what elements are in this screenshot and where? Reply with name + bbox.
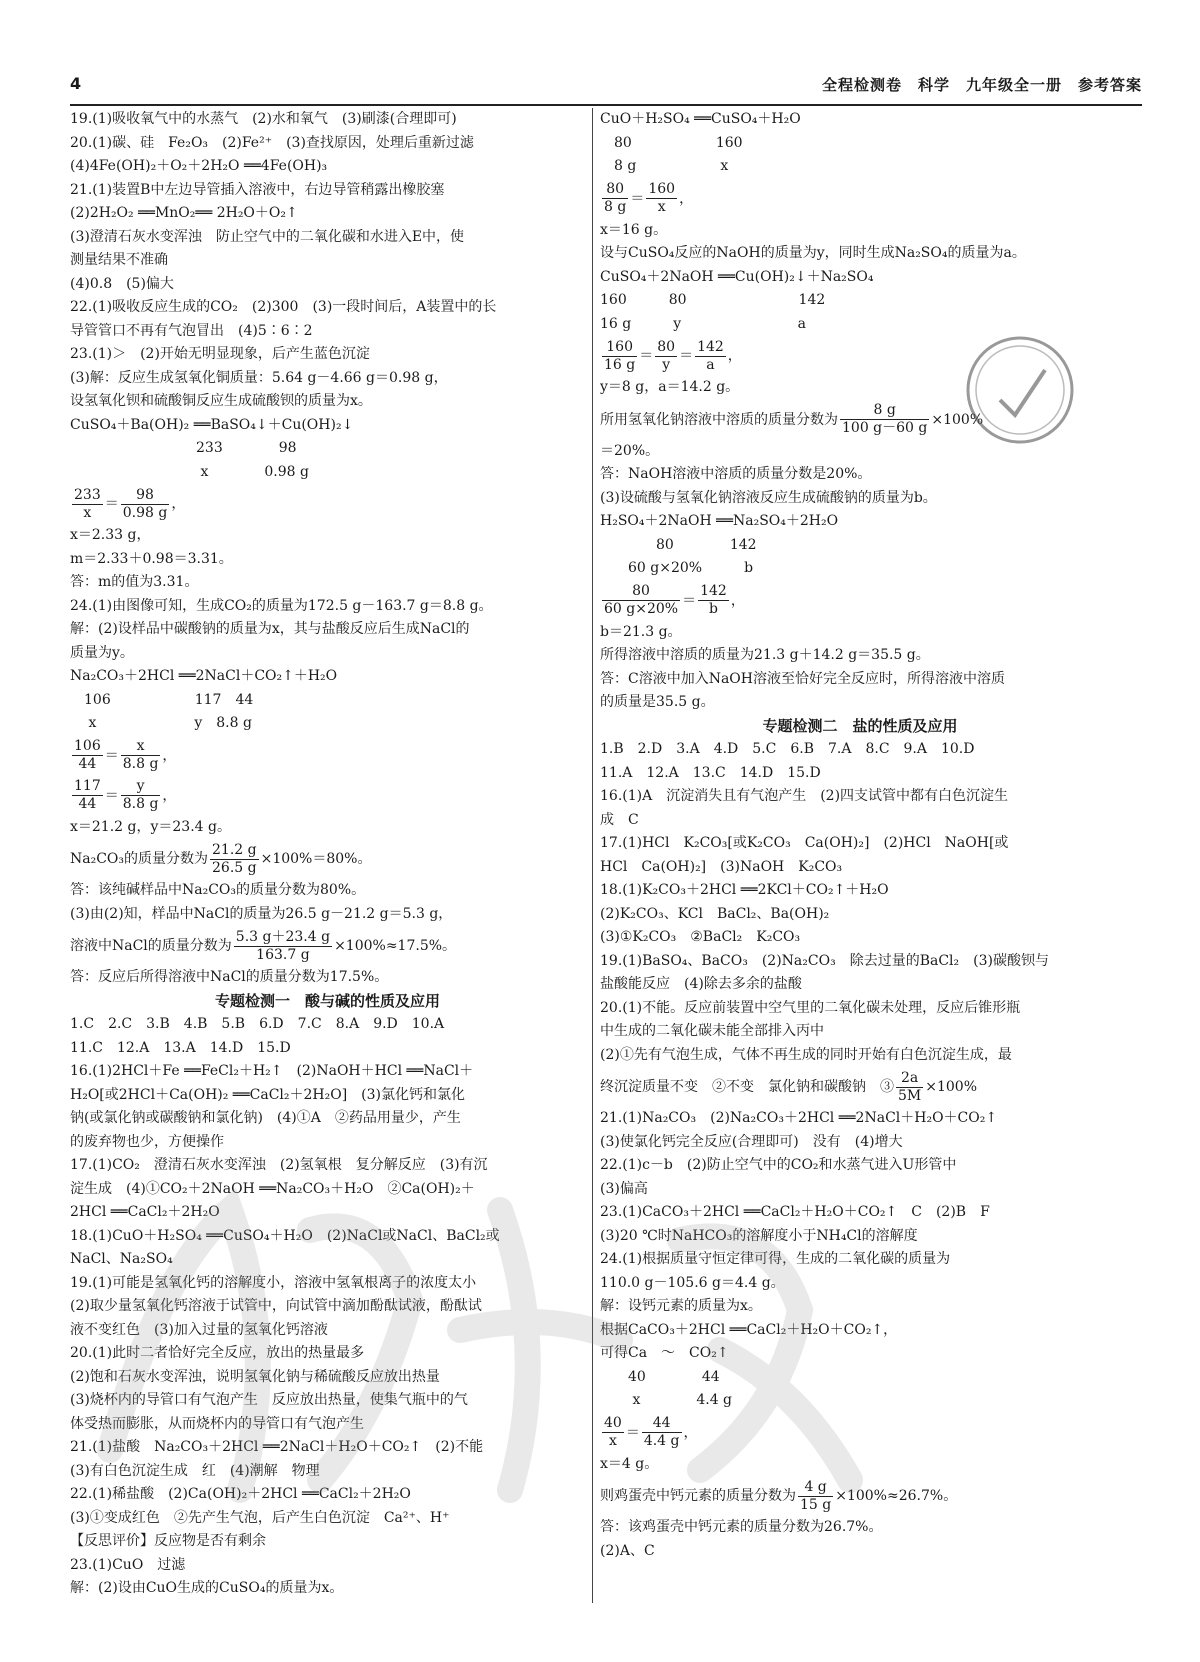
equation-line: 可得Ca ～ CO₂↑ (600, 1345, 729, 1361)
equation-line: 233 98 (70, 440, 297, 456)
homework-stamp-icon (960, 330, 1080, 450)
answer-line: (2)取少量氢氧化钙溶液于试管中，向试管中滴加酚酞试液，酚酞试 (70, 1298, 482, 1314)
answer-line: (2)饱和石灰水变浑浊，说明氢氧化钠与稀硫酸反应放出热量 (70, 1368, 440, 1385)
answer-line: 钠(或氯化钠或碳酸钠和氯化钠) (4)①A ②药品用量少，产生 (70, 1110, 461, 1126)
equation-line: 60 g×20% b (600, 560, 754, 576)
answer-line: 解：设钙元素的质量为x。 (600, 1298, 762, 1314)
answer-line: (2)①先有气泡生成，气体不再生成的同时开始有白色沉淀生成，最 (600, 1046, 1012, 1063)
fraction: $\frac{44}{4.4 g}$ (643, 1415, 680, 1449)
fraction: $\frac{21.2 g}{26.5 g}$ (212, 841, 257, 876)
equation-line: 8 g x (600, 158, 729, 174)
fraction: $\frac{233}{x}$ (74, 486, 101, 521)
answer-line: 1.C 2.C 3.B 4.B 5.B 6.D 7.C 8.A 9.D 10.A (70, 1016, 445, 1032)
fraction: $\frac{80}{8 g}$ (604, 181, 627, 215)
fraction: $\frac{y}{8.8 g}$ (122, 778, 159, 812)
answer-line: 液不变红色 (3)加入过量的氢氧化钙溶液 (70, 1321, 328, 1338)
answer-line: H₂O[或2HCl＋Ca(OH)₂ ══CaCl₂＋2H₂O] (3)氯化钙和氯化 (70, 1086, 466, 1103)
answer-line: 22.(1)c－b (2)防止空气中的CO₂和水蒸气进入U形管中 (600, 1157, 957, 1173)
proportion-line: $\frac{80}{8 g}$ ＝ $\frac{160}{x}$ ， (604, 181, 694, 215)
answer-line: 23.(1)CuO 过滤 (70, 1556, 186, 1573)
answer-line: 答：C溶液中加入NaOH溶液至恰好完全反应时，所得溶液中溶质 (600, 670, 1005, 687)
watermark-graphic (80, 1150, 880, 1530)
answer-line: m＝2.33＋0.98＝3.31。 (70, 550, 233, 567)
answer-line: 11.C 12.A 13.A 14.D 15.D (70, 1039, 291, 1056)
answer-line: (2)A、C (600, 1542, 655, 1559)
proportion-line: $\frac{106}{44}$ ＝ $\frac{x}{8.8 g}$ ， (74, 738, 177, 772)
equation-line: 16 g y a (600, 315, 806, 332)
answer-line: (3)偏高 (600, 1180, 648, 1197)
answer-line: 21.(1)盐酸 Na₂CO₃＋2HCl ══2NaCl＋H₂O＋CO₂↑ (2)不能 (70, 1439, 484, 1455)
answer-line: 20.(1)不能。反应前装置中空气里的二氧化碳未处理，反应后锥形瓶 (600, 999, 1021, 1016)
answer-line: (3)解：反应生成氢氧化铜质量：5.64 g－4.66 g＝0.98 g， (70, 369, 448, 386)
answer-line: 21.(1)Na₂CO₃ (2)Na₂CO₃＋2HCl ══2NaCl＋H₂O＋CO₂↑ (600, 1110, 998, 1126)
equation-line: CuO＋H₂SO₄ ══CuSO₄＋H₂O (600, 111, 801, 127)
answer-line: 解：(2)设样品中碳酸钠的质量为x，其与盐酸反应后生成NaCl的 (70, 621, 470, 637)
answer-line: (3)①K₂CO₃ ②BaCl₂ K₂CO₃ (600, 929, 801, 945)
page-number: 4 (70, 74, 82, 93)
answer-line: 24.(1)根据质量守恒定律可得，生成的二氧化碳的质量为 (600, 1251, 951, 1267)
fraction: $\frac{80}{y}$ (657, 338, 676, 373)
answer-line: ＝20%。 (600, 442, 660, 459)
fraction: $\frac{8 g}{100 g-60 g}$ (842, 402, 928, 436)
answer-line: (3)澄清石灰水变浑浊 防止空气中的二氧化碳和水进入E中，使 (70, 228, 465, 245)
fraction: $\frac{40}{x}$ (604, 1415, 622, 1449)
fraction: $\frac{2a}{5M}$ (898, 1069, 922, 1104)
answer-line: (3)①变成红色 ②先产生气泡，后产生白色沉淀 Ca²⁺、H⁺ (70, 1509, 450, 1526)
answer-line: 19.(1)吸收氧气中的水蒸气 (2)水和氧气 (3)刷漆(合理即可) (70, 111, 457, 127)
fraction: $\frac{80}{60 g\times 20\%}$ (604, 583, 679, 617)
answer-line: x＝16 g。 (600, 221, 668, 238)
answer-line: b＝21.3 g。 (600, 623, 682, 640)
answer-line: 11.A 12.A 13.C 14.D 15.D (600, 764, 821, 781)
equation-line: x 0.98 g (70, 463, 309, 480)
fraction: $\frac{142}{b}$ (700, 583, 727, 617)
answer-line: y＝8 g，a＝14.2 g。 (600, 379, 740, 395)
answer-line: 根据CaCO₃＋2HCl ══CaCl₂＋H₂O＋CO₂↑， (600, 1321, 898, 1338)
answer-line: 成 C (600, 811, 639, 828)
fraction: $\frac{x}{8.8 g}$ (122, 738, 159, 772)
answer-line: 21.(1)装置B中左边导管插入溶液中，右边导管稍露出橡胶塞 (70, 181, 445, 198)
equation-line: CuSO₄＋Ba(OH)₂ ══BaSO₄↓＋Cu(OH)₂↓ (70, 416, 354, 433)
answer-line: 中生成的二氧化碳未能全部排入丙中 (600, 1023, 824, 1039)
answer-line: (3)由(2)知，样品中NaCl的质量为26.5 g－21.2 g＝5.3 g， (70, 905, 453, 922)
answer-line: 22.(1)吸收反应生成的CO₂ (2)300 (3)一段时间后，A装置中的长 (70, 299, 497, 315)
answer-line: 答：反应后所得溶液中NaCl的质量分数为17.5%。 (70, 969, 389, 985)
proportion-line: $\frac{80}{60 g\times 20\%}$ ＝ $\frac{142}{b}$ ， (604, 583, 745, 617)
page-header (70, 70, 1142, 106)
proportion-line: $\frac{117}{44}$ ＝ $\frac{y}{8.8 g}$ ， (74, 778, 177, 812)
answer-line: 的质量是35.5 g。 (600, 694, 715, 710)
answer-line: x＝4 g。 (600, 1455, 659, 1472)
answer-line: 20.(1)此时二者恰好完全反应，放出的热量最多 (70, 1345, 365, 1361)
answer-line: 体受热而膨胀，从而烧杯内的导管口有气泡产生 (70, 1415, 364, 1432)
equation-line: 160 80 142 (600, 292, 826, 308)
answer-line: (3)使氯化钙完全反应(合理即可) 没有 (4)增大 (600, 1133, 903, 1150)
answer-line: (3)20 ℃时NaHCO₃的溶解度小于NH₄Cl的溶解度 (600, 1227, 918, 1244)
answer-line: 的废弃物也少，方便操作 (70, 1133, 224, 1150)
equation-line: CuSO₄＋2NaOH ══Cu(OH)₂↓＋Na₂SO₄ (600, 268, 874, 285)
proportion-line: $\frac{233}{x}$ ＝ $\frac{98}{0.98 g}$ ， (74, 486, 186, 521)
answer-line: 所得溶液中溶质的质量为21.3 g＋14.2 g＝35.5 g。 (600, 647, 930, 663)
answer-line: 110.0 g－105.6 g＝4.4 g。 (600, 1274, 785, 1291)
answer-line: 1.B 2.D 3.A 4.D 5.C 6.B 7.A 8.C 9.A 10.D (600, 741, 975, 757)
equation-line: 106 117 44 (70, 691, 254, 708)
answer-line: 19.(1)BaSO₄、BaCO₃ (2)Na₂CO₃ 除去过量的BaCl₂ (3)碳酸钡与 (600, 952, 1049, 969)
fraction: $\frac{117}{44}$ (74, 778, 101, 812)
equation-line: 40 44 (600, 1368, 720, 1385)
proportion-line: $\frac{160}{16 g}$ ＝ $\frac{80}{y}$ ＝ $\frac{142}{a}$ ， (604, 338, 742, 373)
answer-line: 16.(1)A 沉淀消失且有气泡产生 (2)四支试管中都有白色沉淀生 (600, 788, 1009, 804)
fraction: $\frac{5.3 g+23.4 g}{163.7 g}$ (235, 928, 331, 963)
equation-line: H₂SO₄＋2NaOH ══Na₂SO₄＋2H₂O (600, 513, 839, 529)
percentage-line: 则鸡蛋壳中钙元素的质量分数为 $\frac{4 g}{15 g}$ ×100%≈26.7%。 (600, 1478, 958, 1513)
fraction: $\frac{142}{a}$ (697, 338, 724, 373)
answer-line: (3)有白色沉淀生成 红 (4)潮解 物理 (70, 1462, 320, 1479)
percentage-line: 所用氢氧化钠溶液中溶质的质量分数为 $\frac{8 g}{100 g-60 g}$ ×100% (600, 402, 984, 436)
answer-line: (2)K₂CO₃、KCl BaCl₂、Ba(OH)₂ (600, 905, 830, 922)
section-title: 专题检测二 盐的性质及应用 (762, 716, 958, 735)
header-title: 全程检测卷 科学 九年级全一册 参考答案 (821, 76, 1142, 94)
equation-line: x 4.4 g (600, 1392, 733, 1408)
fraction: $\frac{4 g}{15 g}$ (800, 1478, 832, 1513)
answer-line: NaCl、Na₂SO₄ (70, 1251, 173, 1267)
proportion-line: $\frac{40}{x}$ ＝ $\frac{44}{4.4 g}$ ， (604, 1415, 698, 1449)
section-title: 专题检测一 酸与碱的性质及应用 (214, 991, 440, 1010)
answer-line: 答：该鸡蛋壳中钙元素的质量分数为26.7%。 (600, 1519, 883, 1535)
percentage-line: 溶液中NaCl的质量分数为 $\frac{5.3 g+23.4 g}{163.7 g}$ ×100%≈17.5%。 (70, 928, 457, 963)
answer-line: 20.(1)碳、硅 Fe₂O₃ (2)Fe²⁺ (3)查找原因，处理后重新过滤 (70, 134, 474, 151)
answer-line: 【反思评价】反应物是否有剩余 (70, 1533, 266, 1549)
answer-line: 19.(1)可能是氢氧化钙的溶解度小，溶液中氢氧根离子的浓度太小 (70, 1274, 477, 1291)
answer-line: 17.(1)CO₂ 澄清石灰水变浑浊 (2)氢氧根 复分解反应 (3)有沉 (70, 1157, 488, 1173)
answer-line: x＝21.2 g，y＝23.4 g。 (70, 818, 231, 835)
answer-line: 18.(1)K₂CO₃＋2HCl ══2KCl＋CO₂↑＋H₂O (600, 882, 889, 898)
answer-line: 18.(1)CuO＋H₂SO₄ ══CuSO₄＋H₂O (2)NaCl或NaCl、BaCl₂或 (70, 1227, 500, 1244)
percentage-line: 终沉淀质量不变 ②不变 氯化钠和碳酸钠 ③ $\frac{2a}{5M}$ ×100% (600, 1069, 978, 1104)
answer-line: 解：(2)设由CuO生成的CuSO₄的质量为x。 (70, 1580, 344, 1596)
answer-line: (3)设硫酸与氢氧化钠溶液反应生成硫酸钠的质量为b。 (600, 489, 937, 506)
fraction: $\frac{106}{44}$ (74, 738, 101, 772)
answer-line: 2HCl ══CaCl₂＋2H₂O (70, 1204, 220, 1220)
answer-line: (4)0.8 (5)偏大 (70, 275, 174, 292)
answer-line: 测量结果不准确 (70, 252, 168, 268)
answer-line: 22.(1)稀盐酸 (2)Ca(OH)₂＋2HCl ══CaCl₂＋2H₂O (70, 1486, 411, 1502)
answer-line: 盐酸能反应 (4)除去多余的盐酸 (600, 976, 802, 992)
fraction: $\frac{160}{x}$ (648, 181, 676, 215)
answer-line: (3)烧杯内的导管口有气泡产生 反应放出热量，使集气瓶中的气 (70, 1392, 468, 1408)
fraction: $\frac{160}{16 g}$ (604, 338, 636, 373)
answer-line: 24.(1)由图像可知，生成CO₂的质量为172.5 g－163.7 g＝8.8 g。 (70, 597, 493, 614)
answer-line: (2)2H₂O₂ ══MnO₂══ 2H₂O＋O₂↑ (70, 205, 298, 221)
equation-line: 80 142 (600, 536, 757, 553)
answer-line: 答：m的值为3.31。 (70, 574, 199, 590)
answer-line: 答：NaOH溶液中溶质的质量分数是20%。 (600, 466, 872, 482)
answer-line: 质量为y。 (70, 644, 134, 661)
answer-line: 23.(1)＞ (2)开始无明显现象，后产生蓝色沉淀 (70, 346, 370, 362)
equation-line: 80 160 (600, 134, 743, 151)
answer-line: x＝2.33 g， (70, 527, 151, 543)
fraction: $\frac{98}{0.98 g}$ (122, 486, 168, 521)
answer-line: (4)4Fe(OH)₂＋O₂＋2H₂O ══4Fe(OH)₃ (70, 158, 328, 174)
answer-line: 答：该纯碱样品中Na₂CO₃的质量分数为80%。 (70, 882, 366, 898)
answer-line: 淀生成 (4)①CO₂＋2NaOH ══Na₂CO₃＋H₂O ②Ca(OH)₂＋ (70, 1180, 475, 1197)
answer-line: HCl Ca(OH)₂] (3)NaOH K₂CO₃ (600, 858, 843, 875)
answer-line: 17.(1)HCl K₂CO₃[或K₂CO₃ Ca(OH)₂] (2)HCl NaOH[或 (600, 835, 1009, 851)
answer-line: 23.(1)CaCO₃＋2HCl ══CaCl₂＋H₂O＋CO₂↑ C (2)B F (600, 1204, 990, 1220)
equation-line: x y 8.8 g (70, 715, 252, 731)
percentage-line: Na₂CO₃的质量分数为 $\frac{21.2 g}{26.5 g}$ ×100%＝80%。 (70, 841, 372, 876)
answer-line: 设氢氧化钡和硫酸铜反应生成硫酸钡的质量为x。 (70, 393, 372, 409)
answer-line: 16.(1)2HCl＋Fe ══FeCl₂＋H₂↑ (2)NaOH＋HCl ══NaCl＋ (70, 1063, 474, 1079)
equation-line: Na₂CO₃＋2HCl ══2NaCl＋CO₂↑＋H₂O (70, 668, 338, 684)
answer-line: 设与CuSO₄反应的NaOH的质量为y，同时生成Na₂SO₄的质量为a。 (600, 245, 1026, 261)
answer-line: 导管管口不再有气泡冒出 (4)5∶6∶2 (70, 322, 313, 339)
